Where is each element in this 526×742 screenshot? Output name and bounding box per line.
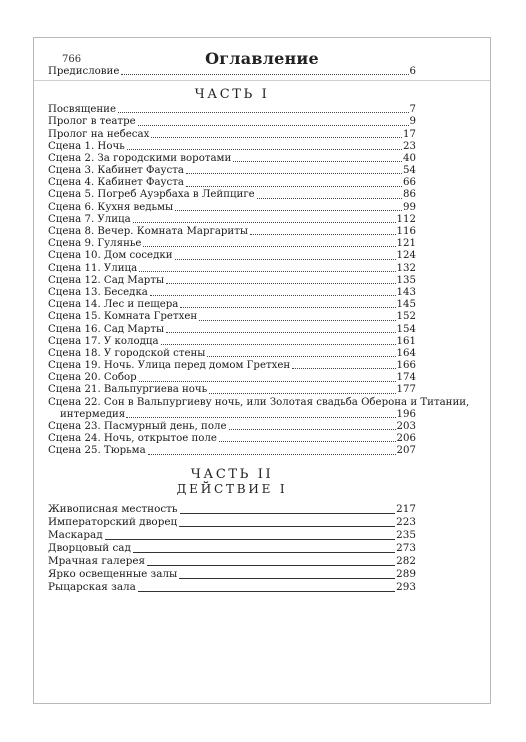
toc-entry-label: Сцена 5. Погреб Ауэрбаха в Лейпциге: [48, 189, 255, 201]
toc-entry[interactable]: [48, 542, 416, 555]
dot-leader: [207, 356, 395, 357]
dot-leader: [229, 429, 396, 430]
dot-leader: [150, 295, 396, 296]
dot-leader: [219, 441, 396, 442]
toc-entry-page: 9: [409, 116, 416, 128]
toc-entry[interactable]: [48, 116, 416, 128]
toc-entry[interactable]: [48, 421, 416, 433]
toc-entry[interactable]: [48, 263, 416, 275]
toc-entry-page: 116: [396, 226, 416, 238]
dot-leader: [105, 539, 396, 540]
toc-entry[interactable]: [48, 348, 416, 360]
toc-entry[interactable]: [48, 503, 416, 516]
toc-entry-page: 206: [396, 433, 416, 445]
toc-entry[interactable]: [48, 153, 416, 165]
toc-entry[interactable]: [48, 287, 416, 299]
toc-entry-label: Сцена 21. Вальпургиева ночь: [48, 384, 208, 396]
toc-entry[interactable]: [48, 336, 416, 348]
toc-entry[interactable]: [48, 104, 416, 116]
toc-entry[interactable]: [48, 311, 416, 323]
toc-entry-page: 54: [403, 165, 416, 177]
toc-entry-label: Сцена 17. У колодца: [48, 335, 159, 347]
toc-entry[interactable]: [48, 433, 416, 445]
toc-entry[interactable]: [48, 385, 416, 397]
toc-entry-page: 132: [396, 262, 416, 274]
toc-entry-page: 86: [403, 189, 416, 201]
toc-entry-label: Сцена 4. Кабинет Фауста: [48, 177, 184, 189]
toc-entry-page: 293: [396, 580, 416, 593]
toc-entry-page: 66: [403, 177, 416, 189]
toc-entry[interactable]: [48, 299, 416, 311]
toc-entry[interactable]: [48, 275, 416, 287]
toc-entry-page: 145: [396, 299, 416, 311]
toc-entry-page: 166: [396, 360, 416, 372]
toc-entry-page: 17: [403, 128, 416, 140]
dot-leader: [126, 417, 395, 418]
toc-entry[interactable]: [48, 568, 416, 581]
toc-entry[interactable]: [48, 372, 416, 384]
toc-entry-page: 223: [396, 515, 416, 528]
dot-leader: [199, 320, 395, 321]
toc-entry-label: Живописная местность: [48, 502, 178, 515]
dot-leader: [250, 234, 396, 235]
dot-leader: [179, 526, 395, 527]
toc-entry-label: Пролог на небесах: [48, 128, 150, 140]
dot-leader: [143, 246, 395, 247]
toc-entry[interactable]: [48, 529, 416, 542]
toc-entry-page: 135: [396, 274, 416, 286]
toc-entry-page: 154: [396, 323, 416, 335]
dot-leader: [175, 259, 396, 260]
toc-entry-label: Пролог в театре: [48, 116, 136, 128]
toc-entry-label: Сцена 12. Сад Марты: [48, 274, 165, 286]
toc-entry-page: 23: [403, 140, 416, 152]
toc-entry-label: Императорский дворец: [48, 515, 178, 528]
toc-entry-page: 174: [396, 372, 416, 384]
toc-entry-label: Сцена 7. Улица: [48, 213, 131, 225]
dot-leader: [179, 578, 395, 579]
toc-entry[interactable]: [48, 190, 416, 202]
toc-entry-label: Сцена 15. Комната Гретхен: [48, 311, 198, 323]
part-1-entries-continued: [48, 421, 416, 458]
toc-entry-label: Ярко освещенные залы: [48, 567, 178, 580]
toc-entry-page: 289: [396, 567, 416, 580]
toc-entry-page: 143: [396, 286, 416, 298]
dot-leader: [139, 381, 396, 382]
toc-entry[interactable]: [48, 516, 416, 529]
dot-leader: [180, 307, 395, 308]
dot-leader: [151, 137, 402, 138]
toc-entry-page: 152: [396, 311, 416, 323]
dot-leader: [121, 74, 408, 75]
toc-entry-label: Сцена 14. Лес и пещера: [48, 299, 179, 311]
toc-entry-label: Сцена 24. Ночь, открытое поле: [48, 433, 217, 445]
toc-entry-label: Сцена 11. Улица: [48, 262, 138, 274]
toc-entry-label: Сцена 23. Пасмурный день, поле: [48, 421, 227, 433]
toc-entry[interactable]: [48, 581, 416, 594]
toc-entry-page: 177: [396, 384, 416, 396]
toc-entry-label: Посвящение: [48, 104, 116, 116]
toc-entry-label-continued: интермедия: [60, 408, 126, 420]
toc-entry[interactable]: [48, 250, 416, 262]
toc-entry-label: Сцена 22. Сон в Вальпургиеву ночь, или Золотая свадьба Оберона и Титании,: [48, 396, 470, 408]
page-title: Оглавление: [205, 49, 319, 68]
toc-entry-page: 235: [396, 528, 416, 541]
toc-entry-label: Сцена 18. У городской стены: [48, 347, 206, 359]
toc-entry-page: 121: [396, 238, 416, 250]
dot-leader: [257, 198, 402, 199]
dot-leader: [133, 222, 396, 223]
dot-leader: [186, 186, 402, 187]
toc-entry-page: 112: [396, 213, 416, 225]
toc-entry-page: 207: [396, 445, 416, 457]
toc-entry[interactable]: [48, 445, 416, 457]
part-2-heading: ЧАСТЬ II: [190, 466, 274, 482]
dot-leader: [175, 210, 402, 211]
act-1-heading: ДЕЙСТВИЕ I: [176, 481, 288, 496]
toc-entry-label: Сцена 10. Дом соседки: [48, 250, 173, 262]
toc-entry-page: 273: [396, 541, 416, 554]
dot-leader: [292, 368, 395, 369]
part-2-entries: [48, 503, 416, 594]
toc-entry[interactable]: [48, 324, 416, 336]
dot-leader: [233, 161, 402, 162]
toc-entry-page: 6: [409, 65, 416, 77]
dot-leader: [139, 271, 395, 272]
toc-entry[interactable]: [48, 360, 416, 372]
toc-entry-page: 164: [396, 347, 416, 359]
toc-entry[interactable]: [48, 202, 416, 214]
toc-entry-label: Сцена 20. Собор: [48, 372, 137, 384]
toc-entry-label: Рыцарская зала: [48, 580, 136, 593]
toc-entry[interactable]: [48, 141, 416, 153]
toc-entry-label: Сцена 6. Кухня ведьмы: [48, 201, 174, 213]
dot-leader: [161, 344, 396, 345]
toc-entry-label: Сцена 9. Гулянье: [48, 238, 142, 250]
dot-leader: [166, 283, 395, 284]
toc-entry-page: 196: [396, 408, 416, 420]
page-number: 766: [62, 54, 82, 65]
toc-entry-page: 99: [403, 201, 416, 213]
dot-leader: [147, 565, 395, 566]
toc-entry-label: Сцена 2. За городскими воротами: [48, 152, 232, 164]
toc-entry[interactable]: [48, 238, 416, 250]
toc-entry-label: Сцена 13. Беседка: [48, 286, 148, 298]
toc-entry[interactable]: [48, 129, 416, 141]
toc-entry-scene-22[interactable]: [48, 396, 470, 421]
dot-leader: [118, 112, 409, 113]
toc-entry-label: Сцена 25. Тюрьма: [48, 445, 146, 457]
part-1-entries: [48, 104, 416, 397]
dot-leader: [180, 513, 396, 514]
dot-leader: [133, 552, 395, 553]
toc-entry[interactable]: [48, 214, 416, 226]
toc-entry[interactable]: [48, 177, 416, 189]
toc-entry-preface[interactable]: [48, 66, 416, 78]
table-of-contents: [48, 65, 470, 594]
toc-entry-page: 161: [396, 335, 416, 347]
toc-entry-page: 217: [396, 502, 416, 515]
toc-entry-label: Маскарад: [48, 528, 103, 541]
toc-entry-label: Сцена 19. Ночь. Улица перед домом Гретхен: [48, 360, 291, 372]
toc-entry-label: Мрачная галерея: [48, 554, 146, 567]
toc-entry-label: Сцена 16. Сад Марты: [48, 323, 165, 335]
dot-leader: [166, 332, 395, 333]
toc-entry[interactable]: [48, 226, 416, 238]
toc-entry-label: Сцена 8. Вечер. Комната Маргариты: [48, 226, 248, 238]
toc-entry-label: Сцена 1. Ночь: [48, 140, 125, 152]
toc-entry-page: 282: [396, 554, 416, 567]
toc-entry[interactable]: [48, 555, 416, 568]
dot-leader: [127, 149, 402, 150]
dot-leader: [138, 125, 409, 126]
toc-entry-page: 7: [409, 104, 416, 116]
dot-leader: [209, 393, 395, 394]
toc-entry[interactable]: [48, 165, 416, 177]
toc-entry-page: 203: [396, 421, 416, 433]
part-1-heading: ЧАСТЬ I: [194, 87, 270, 103]
toc-entry-page: 40: [403, 152, 416, 164]
dot-leader: [148, 454, 396, 455]
dot-leader: [138, 591, 395, 592]
toc-entry-label: Дворцовый сад: [48, 541, 131, 554]
toc-entry-label: Предисловие: [48, 65, 120, 77]
toc-entry-label: Сцена 3. Кабинет Фауста: [48, 165, 184, 177]
dot-leader: [186, 173, 402, 174]
toc-entry-page: 124: [396, 250, 416, 262]
